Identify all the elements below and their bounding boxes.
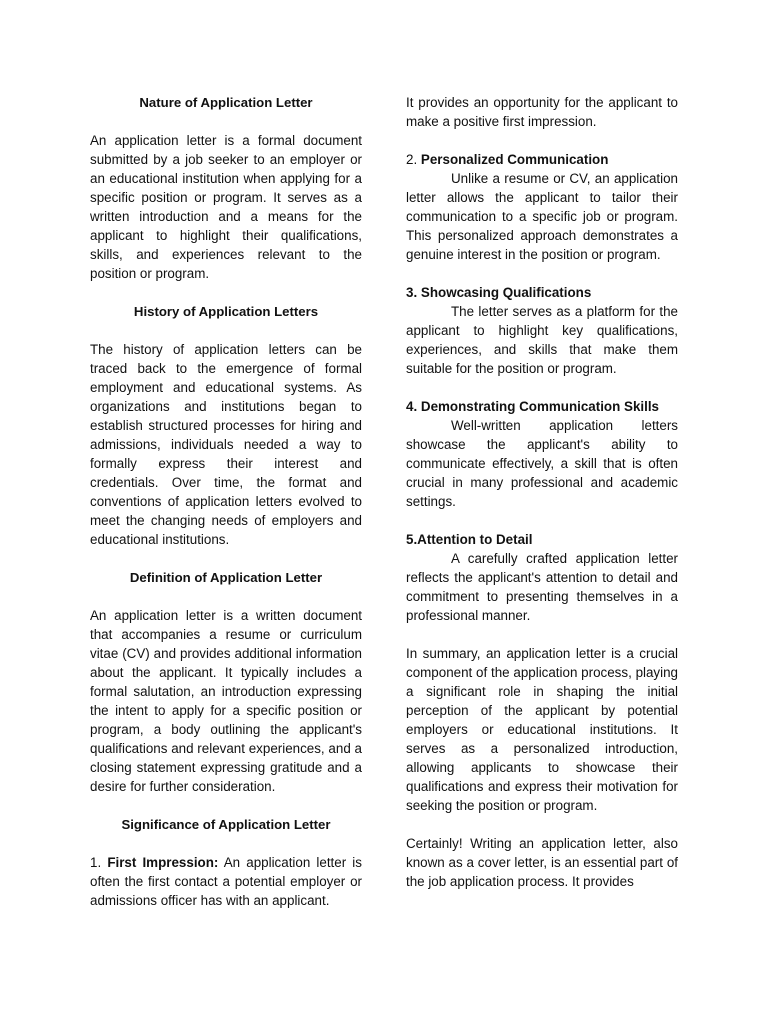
item-3-body: The letter serves as a platform for the applicant to highlight key qualifications, experiences, and skills that make them suitable for the position or program. — [406, 304, 678, 376]
item-heading: Personalized Communication — [420, 152, 609, 167]
item-heading: Showcasing Qualifications — [420, 285, 592, 300]
item-2-body: Unlike a resume or CV, an application letter allows the applicant to tailor their communication to a specific job or program. This personalized approach demonstrates a genuine interest in the position or program. — [406, 171, 678, 262]
item-body: An application letter is often the first contact a potential employer or admissions officer has with an applicant. — [90, 855, 362, 908]
summary-paragraph: In summary, an application letter is a crucial component of the application process, playing a significant role in shaping the initial perception of the applicant by potential employers or educational institutions. It serves as a personalized introduction, allowing applicants to showcase their qualifications and express their motivation for seeking the position or program. — [406, 646, 678, 813]
item-5-body: A carefully crafted application letter reflects the applicant's attention to detail and commitment to presenting themselves in a professional manner. — [406, 551, 678, 623]
item-3-heading-line — [406, 283, 678, 302]
definition-body: An application letter is a written document that accompanies a resume or curriculum vitae (CV) and provides additional information about the applicant. It typically includes a formal salutation, an introduction expressing the intent to apply for a specific position or program, a body outlining the applicant's qualifications and relevant experiences, and a closing statement expressing gratitude and a desire for further consideration. — [90, 608, 362, 794]
history-body: The history of application letters can be traced back to the emergence of formal employment and educational systems. As organizations and institutions began to establish structured processes for hiring and admissions, individuals needed a way to formally express their interest and credentials. Over time, the format and conventions of application letters evolved to meet the changing needs of employers and educational institutions. — [90, 342, 362, 547]
item-4-heading-line — [406, 397, 678, 416]
significance-item-1 — [90, 853, 362, 910]
continuation-text: It provides an opportunity for the applicant to make a positive first impression. — [406, 95, 678, 129]
item-5-heading-line — [406, 530, 678, 549]
closing-paragraph: Certainly! Writing an application letter, also known as a cover letter, is an essential part of the job application process. It provides — [406, 836, 678, 889]
item-heading: Demonstrating Communication Skills — [420, 399, 659, 414]
nature-title: Nature of Application Letter — [139, 95, 313, 110]
item-2-heading-line — [406, 150, 678, 169]
significance-title: Significance of Application Letter — [121, 817, 331, 832]
item-number: 5. — [406, 532, 418, 547]
item-4-body: Well-written application letters showcase the applicant's ability to communicate effectively, a skill that is often crucial in many professional and academic settings. — [406, 418, 678, 509]
item-heading: Attention to Detail — [417, 532, 533, 547]
nature-body: An application letter is a formal document submitted by a job seeker to an employer or an educational institution when applying for a specific position or program. It serves as a written introduction and a means for the applicant to highlight their qualifications, skills, and experiences relevant to the position or program. — [90, 133, 362, 281]
item-number: 2. — [406, 152, 418, 167]
history-title: History of Application Letters — [133, 304, 319, 319]
right-column — [406, 93, 678, 891]
left-column — [90, 93, 362, 910]
item-number: 1. — [90, 855, 102, 870]
item-number: 4. — [406, 399, 418, 414]
item-number: 3. — [406, 285, 418, 300]
definition-title: Definition of Application Letter — [129, 570, 323, 585]
item-heading: First Impression: — [107, 855, 219, 870]
